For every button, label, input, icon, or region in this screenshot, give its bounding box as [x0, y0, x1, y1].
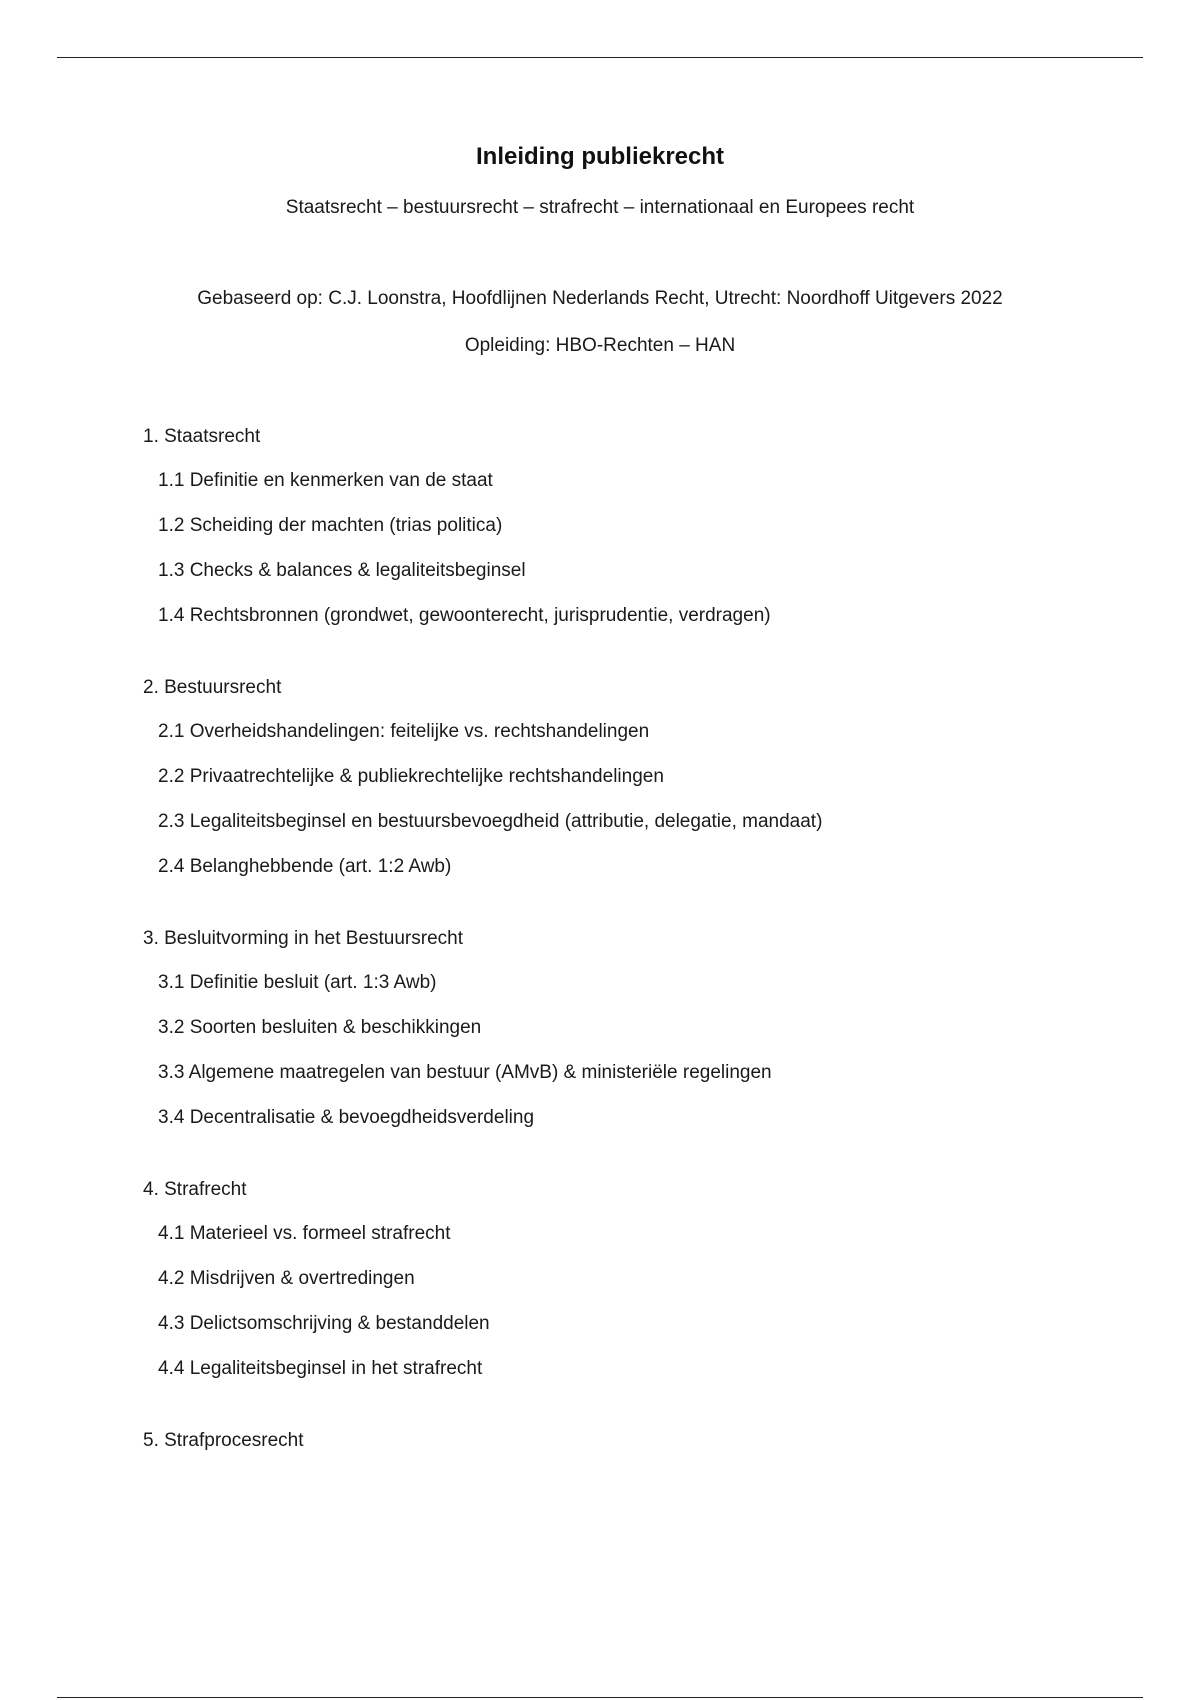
toc-item: 3.4 Decentralisatie & bevoegdheidsverdeling [158, 1107, 535, 1128]
toc-section-title: 5. Strafprocesrecht [143, 1430, 304, 1451]
toc-section-title: 1. Staatsrecht [143, 426, 261, 447]
toc-item: 3.2 Soorten besluiten & beschikkingen [158, 1017, 482, 1038]
toc-section-besluitvorming [143, 927, 1143, 1134]
header-rule [57, 57, 1143, 58]
footer-rule [57, 1697, 1143, 1698]
source-reference: Gebaseerd op: C.J. Loonstra, Hoofdlijnen Nederlands Recht, Utrecht: Noordhoff Uitgevers 2022 [197, 288, 1003, 309]
toc-section-strafprocesrecht [143, 1429, 1143, 1473]
toc-section-staatsrecht [143, 425, 1143, 632]
toc-item: 1.3 Checks & balances & legaliteitsbeginsel [158, 560, 526, 581]
program-label: Opleiding: HBO-Rechten – HAN [464, 335, 736, 356]
toc-item: 2.2 Privaatrechtelijke & publiekrechtelijke rechtshandelingen [158, 766, 664, 787]
toc-section-strafrecht [143, 1178, 1143, 1385]
toc-item: 4.2 Misdrijven & overtredingen [158, 1268, 415, 1289]
toc-item: 1.4 Rechtsbronnen (grondwet, gewoonterecht, jurisprudentie, verdragen) [158, 605, 771, 626]
toc-section-title: 3. Besluitvorming in het Bestuursrecht [143, 928, 463, 949]
toc-item: 4.4 Legaliteitsbeginsel in het strafrecht [158, 1358, 483, 1379]
document-subtitle: Staatsrecht – bestuursrecht – strafrecht – internationaal en Europees recht [285, 197, 915, 218]
toc-item: 4.1 Materieel vs. formeel strafrecht [158, 1223, 451, 1244]
toc-item: 2.4 Belanghebbende (art. 1:2 Awb) [158, 856, 452, 877]
toc-item: 2.3 Legaliteitsbeginsel en bestuursbevoegdheid (attributie, delegatie, mandaat) [158, 811, 823, 832]
toc-section-bestuursrecht [143, 676, 1143, 883]
toc-item: 1.2 Scheiding der machten (trias politica) [158, 515, 503, 536]
toc-item: 1.1 Definitie en kenmerken van de staat [158, 470, 493, 491]
table-of-contents [143, 425, 1143, 1517]
document-title: Inleiding publiekrecht [475, 143, 725, 170]
toc-section-title: 2. Bestuursrecht [143, 677, 282, 698]
toc-item: 3.1 Definitie besluit (art. 1:3 Awb) [158, 972, 437, 993]
toc-item: 3.3 Algemene maatregelen van bestuur (AMvB) & ministeriële regelingen [158, 1062, 772, 1083]
toc-section-title: 4. Strafrecht [143, 1179, 247, 1200]
toc-item: 2.1 Overheidshandelingen: feitelijke vs. rechtshandelingen [158, 721, 650, 742]
toc-item: 4.3 Delictsomschrijving & bestanddelen [158, 1313, 490, 1334]
